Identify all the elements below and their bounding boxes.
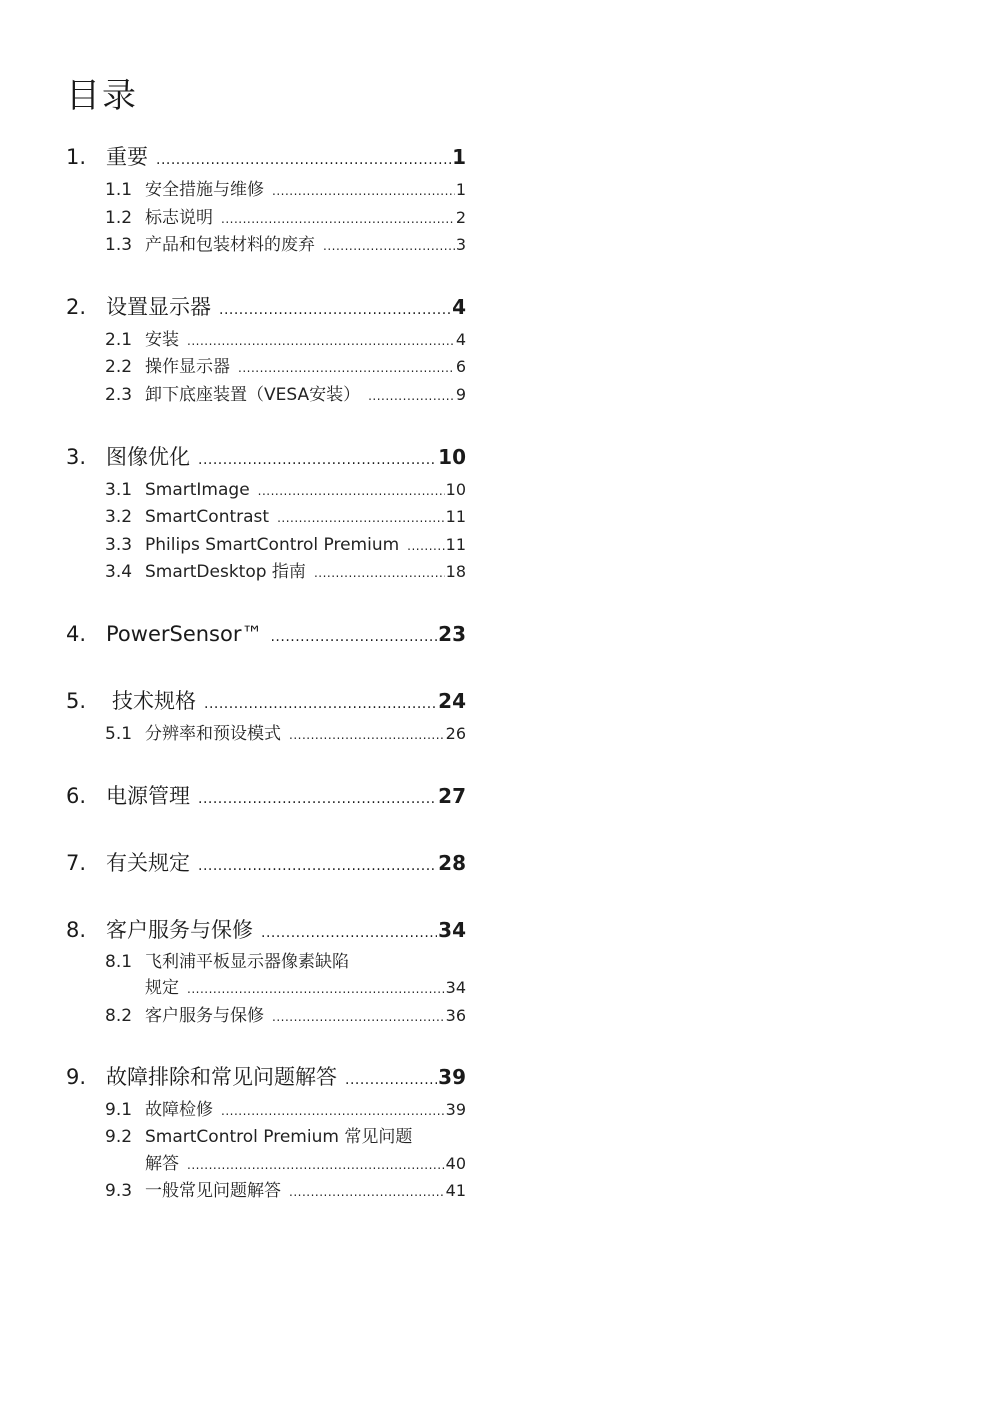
toc-subentry[interactable] [66,327,466,355]
toc-entry-number: 5. [66,688,87,713]
toc-subentry-page: 26 [445,723,466,743]
dot-leader [198,443,437,477]
toc-subentry-number: 1.2 [105,207,133,228]
toc-entry-number: 8. [66,917,87,942]
toc-section-8 [66,913,466,1031]
toc-entry-label: 设置显示器 [106,294,211,319]
toc-subentry[interactable] [66,721,466,749]
toc-subentry-number: 3.1 [105,479,133,500]
toc-subentry-page: 10 [445,479,466,499]
toc-subentry-label-cont: 解答 [145,1153,179,1174]
toc-section-2 [66,290,466,410]
toc-subentry-page: 41 [445,1181,466,1201]
toc-subentry-label: SmartControl Premium 常见问题 [145,1126,413,1147]
dot-leader [407,534,444,560]
dot-leader [238,356,455,382]
toc-subentry-number: 8.2 [105,1005,133,1026]
toc-entry-page: 4 [452,294,466,319]
toc-subentry-label: 卸下底座装置（VESA安装） [145,384,361,405]
toc-subentry-label: 标志说明 [145,207,213,228]
dot-leader [221,207,455,233]
dot-leader [204,687,437,721]
toc-section-6 [66,779,466,816]
toc-entry[interactable] [66,617,466,654]
toc-entry[interactable] [66,1060,466,1097]
toc-subentry-label: 一般常见问题解答 [145,1181,281,1202]
toc-entry-page: 34 [438,917,466,942]
toc-section-9 [66,1060,466,1205]
toc-entry-page: 28 [438,850,466,875]
toc-entry-number: 6. [66,783,87,808]
toc-subentry-page: 4 [455,329,466,349]
toc-entry-page: 24 [438,688,466,713]
toc-entry[interactable] [66,846,466,883]
toc-subentry[interactable] [66,477,466,505]
dot-leader [345,1063,437,1097]
toc-subentry-label: SmartImage [145,479,250,500]
dot-leader [187,1153,445,1179]
toc-entry[interactable] [66,779,466,816]
dot-leader [270,620,437,654]
dot-leader [289,723,445,749]
toc-entry[interactable] [66,913,466,950]
toc-entry-page: 39 [438,1065,466,1090]
toc-subentry-page: 3 [455,235,466,255]
toc-subentry-page: 6 [455,357,466,377]
toc-section-5 [66,684,466,749]
toc-section-1 [66,140,466,260]
dot-leader [219,293,451,327]
toc-entry-number: 1. [66,145,87,169]
toc-subentry[interactable] [66,382,466,410]
toc-subentry-number: 3.2 [105,507,133,528]
toc-subentry-number: 1.1 [105,180,133,200]
toc-subentry-number: 9.1 [105,1100,133,1121]
toc-subentry-label: Philips SmartControl Premium [145,534,400,555]
toc-entry-page: 23 [438,621,466,646]
toc-subentry[interactable] [66,232,466,260]
toc-entry-label: 客户服务与保修 [106,917,253,942]
toc-section-7 [66,846,466,883]
toc-subentry[interactable] [66,950,466,976]
toc-subentry-number: 2.3 [105,384,133,405]
toc-entry-label: PowerSensor™ [106,621,263,646]
dot-leader [258,479,445,505]
toc-subentry-number: 1.3 [105,235,133,256]
toc-subentry-page: 1 [455,180,466,199]
toc-subentry-label: SmartDesktop 指南 [145,562,306,583]
dot-leader [187,977,445,1003]
dot-leader [198,782,437,816]
dot-leader [323,234,455,260]
toc-subentry-label: 安全措施与维修 [145,180,264,200]
toc-subentry-label: SmartContrast [145,507,270,528]
toc-subentry-label: 分辨率和预设模式 [145,723,281,744]
toc-subentry-label: 故障检修 [145,1100,213,1121]
toc-subentry-page: 34 [445,978,466,998]
dot-leader [368,384,455,410]
toc-subentry-label: 飞利浦平板显示器像素缺陷 [145,951,349,972]
toc-section-3 [66,440,466,587]
toc-subentry-page: 11 [445,534,466,554]
toc-subentry-page: 2 [455,207,466,227]
toc-subentry-number: 8.1 [105,951,133,972]
dot-leader [314,561,445,587]
toc-entry-number: 7. [66,850,87,875]
toc-entry[interactable] [66,140,466,177]
toc-subentry[interactable] [66,559,466,587]
toc-entry-page: 27 [438,783,466,808]
dot-leader [277,506,445,532]
dot-leader [272,1005,445,1031]
toc-subentry[interactable] [66,1003,466,1031]
toc-subentry-page: 9 [455,384,466,404]
dot-leader [198,849,437,883]
dot-leader [272,179,455,205]
toc-subentry[interactable] [66,354,466,382]
toc-subentry-number: 2.1 [105,329,133,350]
toc-entry-page: 10 [438,444,466,469]
toc-entry[interactable] [66,684,466,721]
toc-subentry[interactable] [66,205,466,233]
toc-subentry[interactable] [66,1097,466,1125]
toc-entry[interactable] [66,440,466,477]
table-of-contents [66,140,466,1236]
toc-subentry-page: 40 [445,1153,466,1173]
toc-subentry[interactable] [66,1125,466,1151]
toc-section-4 [66,617,466,654]
dot-leader [221,1099,445,1125]
page-title: 目录 [66,76,138,116]
dot-leader [156,143,451,177]
toc-entry-label: 图像优化 [106,444,190,469]
toc-subentry-label: 操作显示器 [145,357,230,378]
toc-subentry-label: 客户服务与保修 [145,1005,264,1026]
toc-entry-number: 3. [66,444,87,469]
toc-subentry[interactable] [66,1178,466,1206]
toc-entry-label: 重要 [106,145,148,169]
toc-subentry-label: 安装 [145,329,179,350]
toc-subentry-continuation[interactable] [66,1151,466,1179]
toc-entry[interactable] [66,290,466,327]
toc-entry-page: 1 [452,145,466,169]
toc-subentry[interactable] [66,177,466,205]
toc-entry-label: 故障排除和常见问题解答 [106,1065,337,1090]
toc-subentry-number: 3.4 [105,562,133,583]
toc-entry-number: 9. [66,1065,87,1090]
toc-subentry-number: 9.3 [105,1181,133,1202]
toc-subentry-page: 11 [445,507,466,527]
toc-entry-label: 电源管理 [106,783,190,808]
dot-leader [261,916,437,950]
toc-entry-number: 2. [66,294,87,319]
toc-subentry-number: 5.1 [105,723,133,744]
toc-subentry-continuation[interactable] [66,975,466,1003]
toc-subentry[interactable] [66,532,466,560]
toc-entry-label: 技术规格 [112,688,196,713]
toc-subentry-page: 39 [445,1100,466,1120]
toc-subentry[interactable] [66,504,466,532]
toc-subentry-number: 9.2 [105,1126,133,1147]
toc-entry-label: 有关规定 [106,850,190,875]
dot-leader [187,329,455,355]
toc-subentry-page: 18 [445,562,466,582]
dot-leader [289,1180,445,1206]
toc-subentry-number: 2.2 [105,357,133,378]
toc-entry-number: 4. [66,621,87,646]
toc-subentry-number: 3.3 [105,534,133,555]
toc-subentry-label-cont: 规定 [145,978,179,999]
toc-subentry-page: 36 [445,1005,466,1025]
toc-subentry-label: 产品和包装材料的废弃 [145,235,315,256]
